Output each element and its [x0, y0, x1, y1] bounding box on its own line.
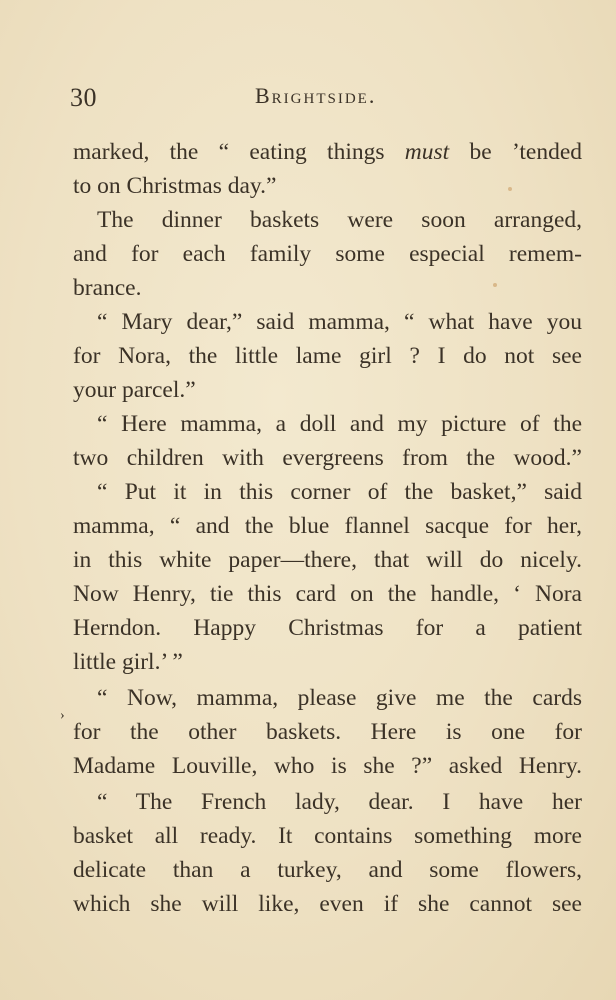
text-segment: marked, the “ eating things [73, 139, 405, 165]
text-line [73, 137, 582, 167]
text-line: “ Mary dear,” said mamma, “ what have you [97, 309, 582, 335]
text-line: in this white paper—there, that will do nicely. [73, 547, 582, 573]
text-line: delicate than a turkey, and some flowers, [73, 857, 582, 883]
text-line: which she will like, even if she cannot see [73, 891, 582, 917]
text-line: Herndon. Happy Christmas for a patient [73, 615, 582, 641]
text-line: “ Put it in this corner of the basket,” said [97, 479, 582, 505]
paper-speck [508, 187, 512, 191]
paper-speck [493, 283, 497, 287]
text-line: your parcel.” [73, 377, 196, 403]
text-line: mamma, “ and the blue flannel sacque for her, [73, 513, 582, 539]
text-line: The dinner baskets were soon arranged, [97, 207, 582, 233]
page-number: 30 [70, 83, 97, 112]
text-line: to on Christmas day.” [73, 173, 277, 199]
text-line: two children with evergreens from the wood.” [73, 445, 582, 471]
text-line: “ Now, mamma, please give me the cards [97, 685, 582, 711]
emphasized-word: must [404, 139, 450, 165]
text-line: “ The French lady, dear. I have her [97, 789, 582, 815]
text-line: for Nora, the little lame girl ? I do not see [73, 343, 582, 369]
text-line: Now Henry, tie this card on the handle, ‘ Nora [73, 581, 582, 607]
text-line: Madame Louville, who is she ?” asked Henry. [73, 753, 582, 779]
text-line: little girl.’ ” [73, 649, 183, 675]
running-head-title: Brightside. [255, 83, 377, 108]
margin-mark: › [60, 708, 65, 723]
text-line: brance. [73, 275, 142, 301]
text-line: “ Here mamma, a doll and my picture of the [97, 411, 582, 437]
text-line: and for each family some especial remem- [73, 241, 582, 267]
text-line: for the other baskets. Here is one for [73, 719, 582, 745]
text-segment: be ’tended [449, 139, 582, 165]
text-line: basket all ready. It contains something more [73, 823, 582, 849]
